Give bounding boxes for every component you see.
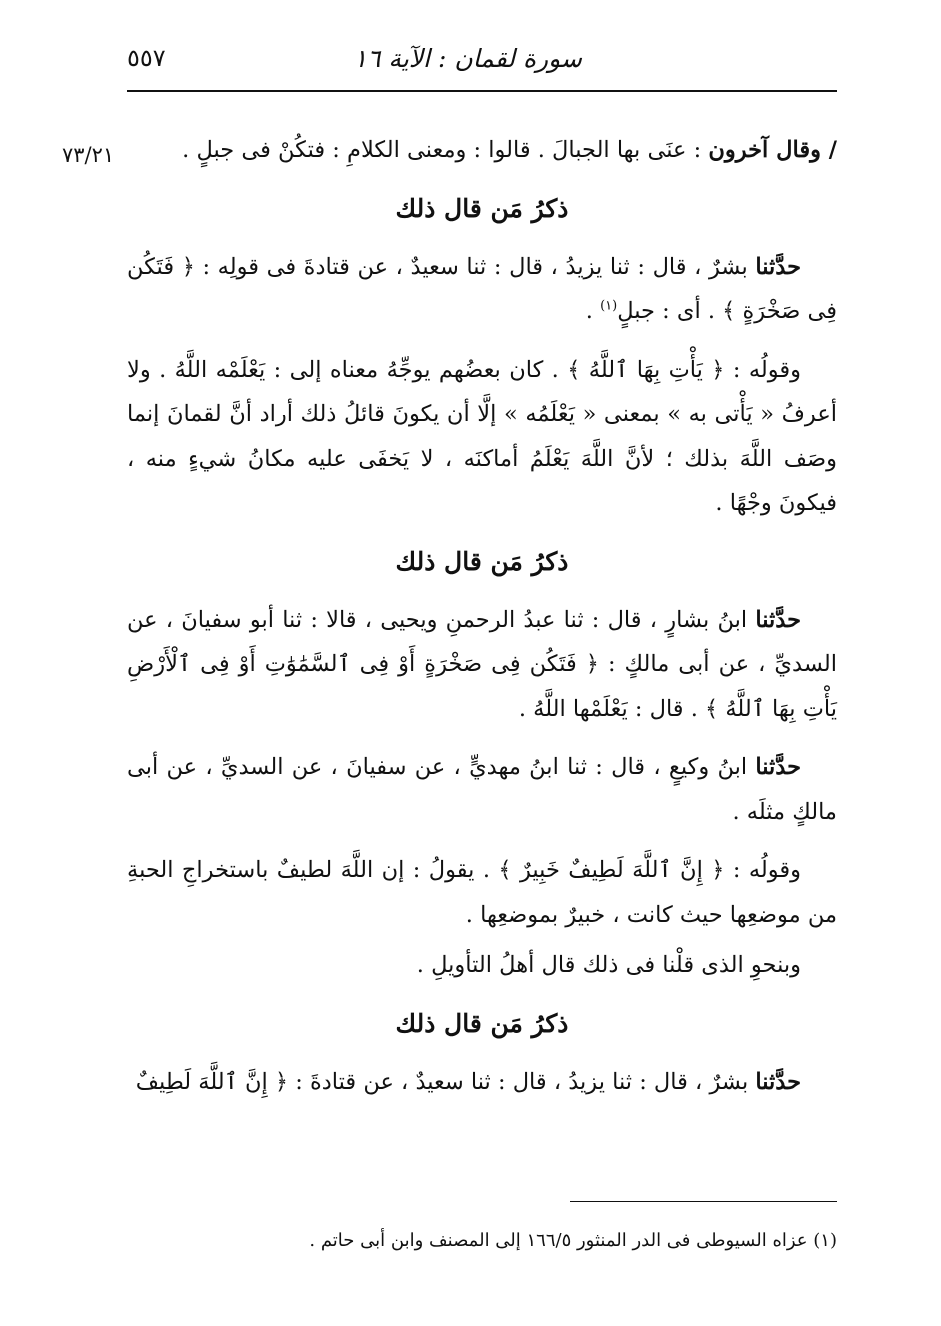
paragraph-4-text: ابنُ بشارٍ ، قال : ثنا عبدُ الرحمنِ ويحيى ، قالا : ثنا أبو سفيانَ ، عن السديِّ ، عن أبى مالكٍ : ﴿ فَتَكُن فِى صَخْرَةٍ أَوْ فِى ٱلسَّمَٰوَٰتِ أَوْ فِى ٱلْأَرْضِ يَأْتِ بِهَا ٱللَّهُ ﴾ . قال : يَعْلَمْها اللَّهُ . [127,606,837,722]
paragraph-4 [127,598,837,732]
paragraph-8 [127,1060,837,1105]
footnote-marker: (١) [600,298,618,314]
main-text [127,110,837,1118]
paragraph-5 [127,745,837,834]
section-heading-2: ذكرُ مَن قال ذلك [395,546,569,576]
paragraph-2-lead: حدَّثنا [755,253,801,280]
section-heading-3: ذكرُ مَن قال ذلك [395,1008,569,1038]
section-heading-1: ذكرُ مَن قال ذلك [395,193,569,223]
paragraph-1 [127,128,837,173]
paragraph-7: وبنحوِ الذى قلْنا فى ذلك قال أهلُ التأويلِ . [416,952,801,978]
paragraph-1-lead: / وقال آخرون [708,137,837,163]
footnote: (١) عزاه السيوطى فى الدر المنثور ١٦٦/٥ إلى المصنف وابن أبى حاتم . [309,1230,837,1251]
paragraph-8-lead: حدَّثنا [755,1068,801,1095]
paragraph-8-text: بشرٌ ، قال : ثنا يزيدُ ، قال : ثنا سعيدٌ ، عن قتادةَ : ﴿ إِنَّ ٱللَّهَ لَطِيفٌ [135,1068,756,1095]
paragraph-5-lead: حدَّثنا [755,754,801,780]
footnote-rule [570,1201,837,1202]
paragraph-2 [127,245,837,334]
paragraph-2-text: بشرٌ ، قال : ثنا يزيدُ ، قال : ثنا سعيدٌ ، عن قتادةَ فى قولِه : ﴿ فَتَكُن فِى صَخْرَةٍ ﴾ . أى : جبلٍ [127,253,837,324]
paragraph-6: وقولُه : ﴿ إِنَّ ٱللَّهَ لَطِيفٌ خَبِيرٌ ﴾ . يقولُ : إن اللَّهَ لطيفٌ باستخراجِ الحبةِ من موضعِها حيث كانت ، خبيرٌ بموضعِها . [127,857,837,928]
paragraph-1-text: : عنَى بها الجبالَ . قالوا : ومعنى الكلامِ : فتكُنْ فى جبلٍ . [182,137,709,163]
running-title: سورة لقمان : الآية ١٦ [353,44,582,73]
page-number: ٥٥٧ [127,44,166,72]
paragraph-2-tail: . [585,298,601,324]
paragraph-5-text: ابنُ وكيعٍ ، قال : ثنا ابنُ مهديٍّ ، عن سفيانَ ، عن السديِّ ، عن أبى مالكٍ مثلَه . [127,754,837,825]
paragraph-3: وقولُه : ﴿ يَأْتِ بِهَا ٱللَّهُ ﴾ . كان بعضُهم يوجِّهُ معناه إلى : يَعْلَمْه اللَّهُ . ولا أعرفُ « يَأْتى به » بمعنى « يَعْلَمُه » إلَّا أن يكونَ قائلُ ذلك أراد أنَّ لقمانَ إنما وصَف اللَّهَ بذلك ؛ لأنَّ اللَّهَ يَعْلَمُ أماكنَه ، لا يَخفَى عليه مكانُ شيءٍ منه ، فيكونَ وجْهًا . [127,356,837,516]
margin-reference: ٧٣/٢١ [62,143,115,167]
header-rule [127,90,837,92]
paragraph-4-lead: حدَّثنا [755,606,801,633]
page-header [127,38,837,86]
